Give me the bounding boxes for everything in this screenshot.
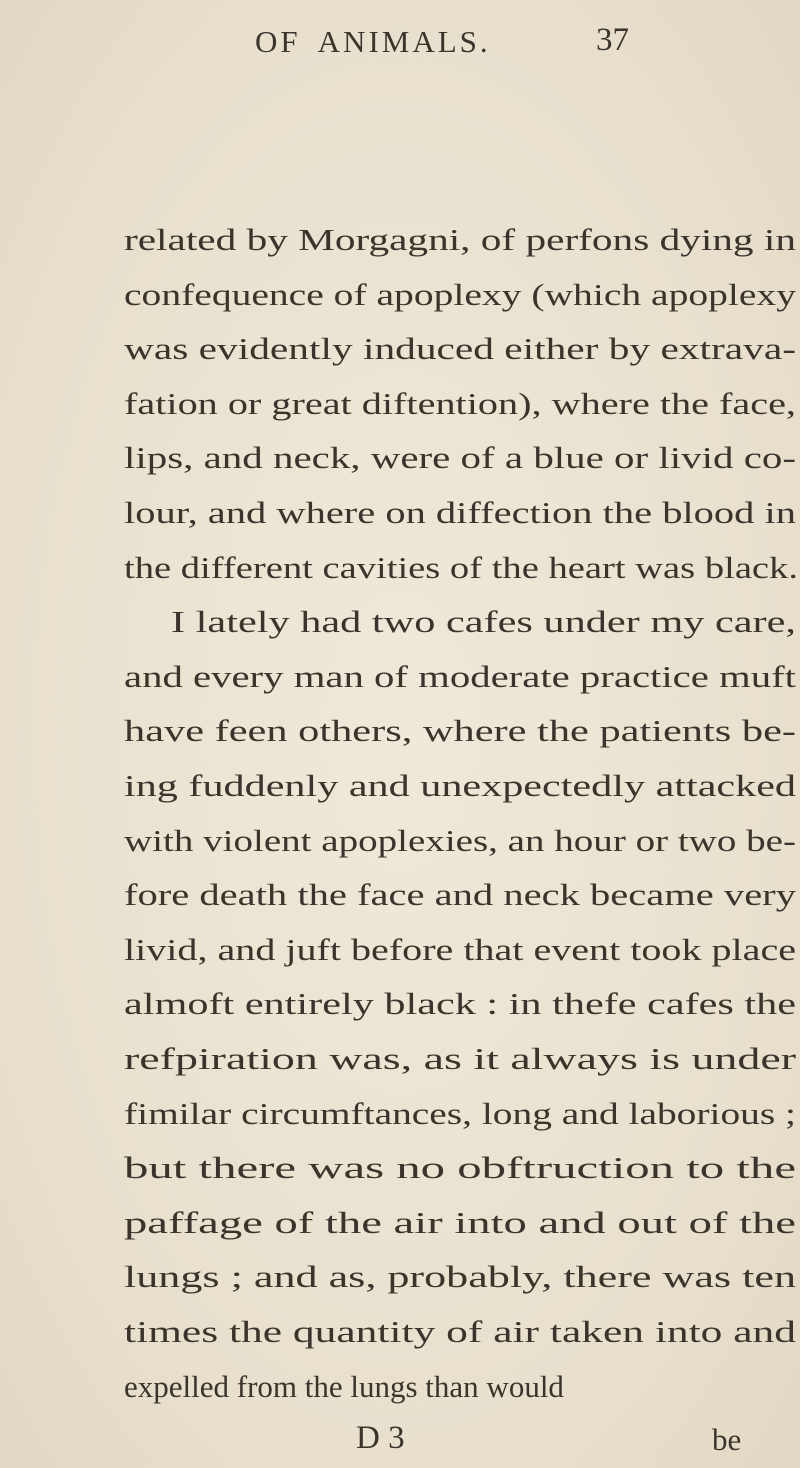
signature-mark: D 3	[356, 1420, 405, 1456]
text-line: almoft entirely black : in thefe cafes the	[124, 986, 796, 1022]
text-line: but there was no obftruction to the	[124, 1150, 796, 1186]
text-line: and every man of moderate practice muft	[124, 658, 797, 694]
running-head	[0, 18, 800, 58]
running-head-title: OF ANIMALS.	[255, 24, 491, 59]
text-line: fore death the face and neck became very	[124, 877, 796, 913]
text-line: confequence of apoplexy (which apoplexy	[124, 276, 796, 312]
text-line: lour, and where on diffection the blood in	[124, 495, 796, 530]
text-line: livid, and juft before that event took place	[124, 931, 797, 967]
text-line: lips, and neck, were of a blue or livid co-	[124, 440, 797, 476]
text-line: times the quantity of air taken into and	[124, 1314, 797, 1349]
text-line: have feen others, where the patients be-	[124, 713, 797, 749]
text-line: lungs ; and as, probably, there was ten	[124, 1259, 797, 1295]
text-line: paffage of the air into and out of the	[124, 1204, 796, 1240]
text-line: fimilar circumftances, long and laborious ;	[124, 1095, 797, 1131]
catchword: be	[712, 1422, 742, 1457]
text-line: fation or great diftention), where the face,	[124, 385, 796, 421]
text-line: with violent apoplexies, an hour or two be-	[124, 822, 796, 858]
text-line: related by Morgagni, of perfons dying in	[124, 222, 796, 257]
text-line: ing fuddenly and unexpectedly attacked	[124, 768, 797, 803]
page-number: 37	[596, 22, 629, 58]
text-line: was evidently induced either by extrava-	[124, 331, 797, 367]
text-line: the different cavities of the heart was black.	[124, 549, 798, 585]
page-footer	[0, 1420, 800, 1468]
text-line: expelled from the lungs than would	[124, 1368, 564, 1404]
text-line: I lately had two cafes under my care,	[171, 604, 796, 640]
text-line: refpiration was, as it always is under	[124, 1041, 797, 1076]
